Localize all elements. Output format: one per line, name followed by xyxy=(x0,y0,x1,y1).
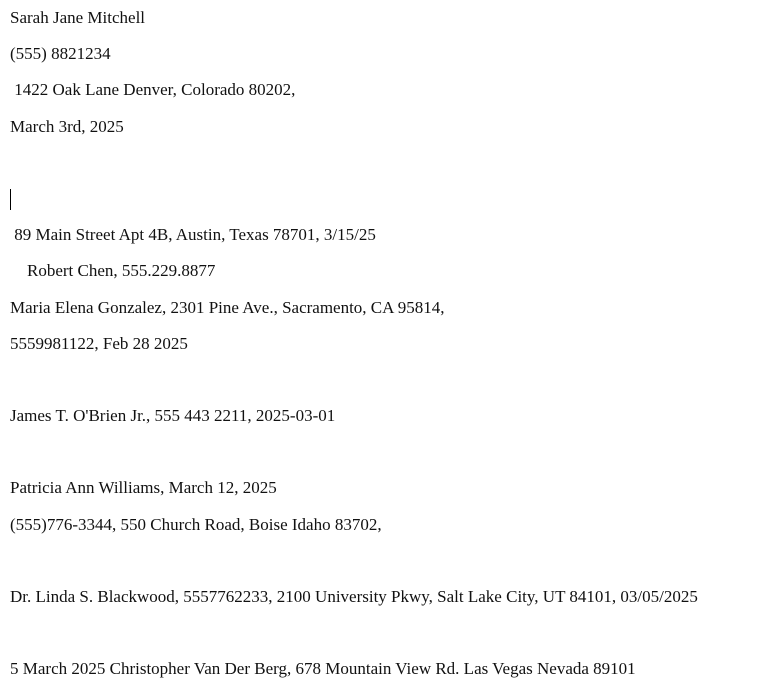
blank-line[interactable] xyxy=(10,543,768,579)
text-line[interactable]: Dr. Linda S. Blackwood, 5557762233, 2100 University Pkwy, Salt Lake City, UT 84101, 03/05/2025 xyxy=(10,587,698,606)
text-line[interactable]: Maria Elena Gonzalez, 2301 Pine Ave., Sacramento, CA 95814, xyxy=(10,297,445,317)
text-line[interactable]: March 3rd, 2025 xyxy=(10,116,124,136)
blank-line[interactable] xyxy=(10,615,768,651)
text-line[interactable]: (555) 8821234 xyxy=(10,44,111,64)
text-line[interactable]: Patricia Ann Williams, March 12, 2025 xyxy=(10,478,277,498)
text-line[interactable]: 1422 Oak Lane Denver, Colorado 80202, xyxy=(10,80,296,100)
blank-line[interactable] xyxy=(10,434,768,470)
text-line[interactable]: James T. O'Brien Jr., 555 443 2211, 2025-03-01 xyxy=(10,406,336,426)
blank-line[interactable] xyxy=(10,145,768,181)
text-line[interactable]: Sarah Jane Mitchell xyxy=(10,8,146,27)
blank-line[interactable] xyxy=(10,362,768,398)
text-line[interactable]: 5559981122, Feb 28 2025 xyxy=(10,333,188,353)
text-line[interactable]: (555)776-3344, 550 Church Road, Boise Idaho 83702, xyxy=(10,514,382,534)
text-line-content: Robert Chen, 555.229.8877 xyxy=(27,261,216,281)
document-body[interactable] xyxy=(10,0,768,688)
text-line[interactable]: 89 Main Street Apt 4B, Austin, Texas 78701, 3/15/25 xyxy=(10,225,376,245)
text-cursor xyxy=(10,189,11,210)
text-line[interactable]: 5 March 2025 Christopher Van Der Berg, 678 Mountain View Rd. Las Vegas Nevada 89101 xyxy=(10,659,636,679)
